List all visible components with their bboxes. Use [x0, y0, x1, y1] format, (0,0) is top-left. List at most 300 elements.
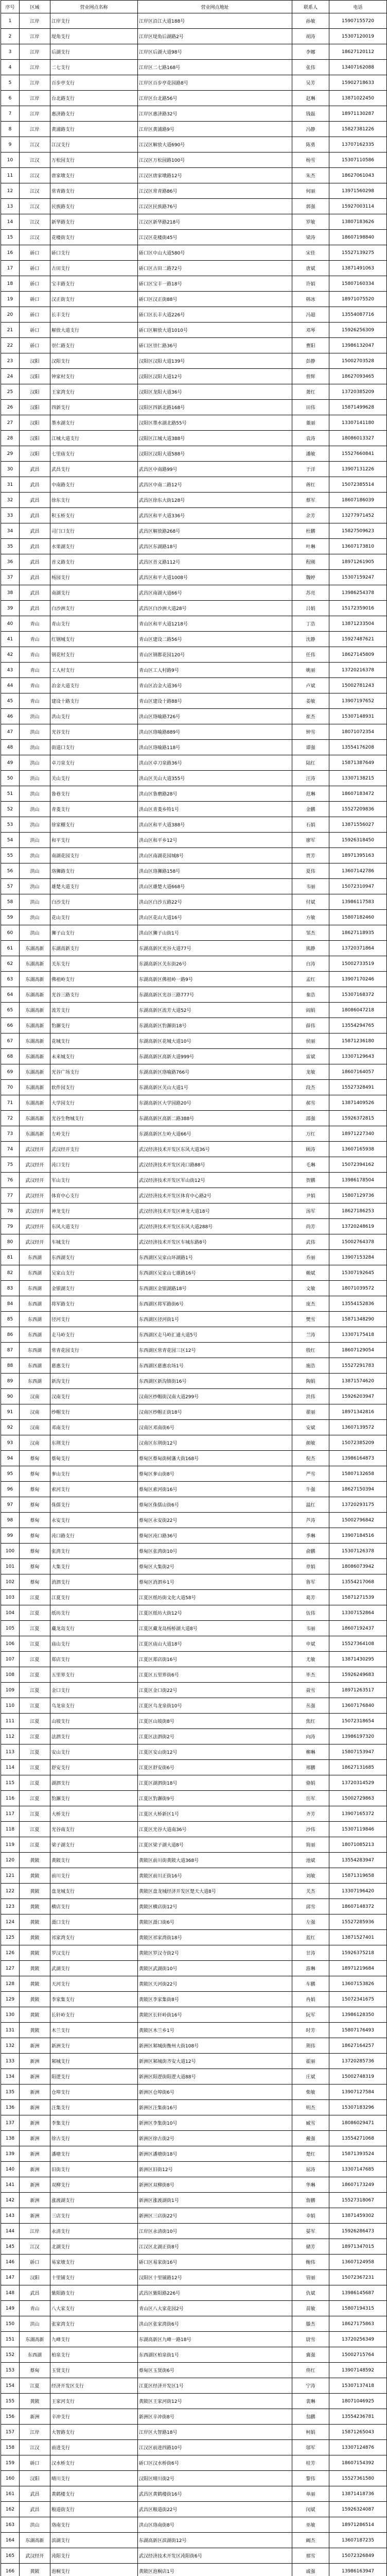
cell-branch-name: 奓山支行	[50, 1466, 138, 1482]
table-row	[1, 2517, 387, 2533]
cell-branch-address: 硚口区解放大道1010号	[138, 323, 292, 338]
cell-branch-address: 硚口区汉正街88号	[138, 292, 292, 307]
cell-contact: 秦浩	[292, 987, 329, 1003]
cell-branch-name: 卓刀泉支行	[50, 755, 138, 771]
table-row	[1, 1250, 387, 1265]
cell-branch-name: 首义路支行	[50, 554, 138, 570]
cell-index: 160	[1, 2471, 20, 2486]
table-row	[1, 13, 387, 29]
cell-region: 黄陂	[20, 2007, 50, 2023]
cell-contact: 幸娟	[292, 2208, 329, 2224]
cell-contact: 蔡军	[292, 493, 329, 508]
cell-contact: 柴敏	[292, 2084, 329, 2100]
cell-region: 蔡甸	[20, 1544, 50, 1559]
cell-branch-address: 洪山区花山大道16号	[138, 910, 292, 925]
cell-region: 武汉经开	[20, 1157, 50, 1173]
cell-branch-name: 十里铺支行	[50, 2270, 138, 2285]
cell-branch-address: 江夏区安山街12号	[138, 1744, 292, 1760]
cell-phone: 15926375218	[329, 1945, 387, 1961]
cell-region: 洪山	[20, 709, 50, 724]
cell-phone: 13986145687	[329, 2285, 387, 2301]
cell-branch-name: 五里界支行	[50, 1667, 138, 1683]
cell-region: 江汉	[20, 183, 50, 199]
cell-branch-name: 八大家支行	[50, 2301, 138, 2316]
cell-phone: 13986254378	[329, 585, 387, 601]
cell-index: 4	[1, 60, 20, 75]
table-row	[1, 972, 387, 987]
cell-region: 江夏	[20, 1621, 50, 1636]
table-row	[1, 539, 387, 554]
table-row	[1, 678, 387, 693]
cell-phone: 15827381226	[329, 122, 387, 137]
cell-region: 江汉	[20, 168, 50, 183]
cell-index: 114	[1, 1760, 20, 1775]
cell-region: 汉南	[20, 1420, 50, 1435]
cell-index: 7	[1, 106, 20, 122]
table-row	[1, 925, 387, 941]
table-row	[1, 2440, 387, 2455]
table-row	[1, 1018, 387, 1033]
cell-branch-name: 水果湖支行	[50, 539, 138, 554]
cell-region: 江夏	[20, 1760, 50, 1775]
cell-phone: 18086013327	[329, 431, 387, 446]
cell-index: 99	[1, 1528, 20, 1544]
cell-branch-address: 洪山区关山大道355号	[138, 771, 292, 786]
cell-index: 156	[1, 2409, 20, 2425]
table-row	[1, 709, 387, 724]
cell-branch-name: 洪山支行	[50, 709, 138, 724]
header-region: 区域	[20, 1, 50, 13]
cell-index: 59	[1, 910, 20, 925]
cell-contact: 颜敏	[292, 1435, 329, 1451]
cell-phone: 15807153947	[329, 1744, 387, 1760]
cell-contact: 晏军	[292, 2224, 329, 2239]
cell-branch-address: 黄陂区木兰乡1号	[138, 2023, 292, 2038]
cell-region: 东湖高新	[20, 1095, 50, 1111]
header-index: 序号	[1, 1, 20, 13]
cell-index: 5	[1, 75, 20, 91]
cell-branch-address: 江夏区乌龙泉街10号	[138, 1698, 292, 1714]
table-row	[1, 2177, 387, 2193]
cell-contact: 简丽	[292, 1837, 329, 1853]
cell-branch-address: 东湖高新区流芳大道52号	[138, 1003, 292, 1018]
cell-contact: 孙敏	[292, 13, 329, 29]
table-row	[1, 1914, 387, 1930]
cell-region: 汉阳	[20, 400, 50, 415]
cell-region: 江岸	[20, 60, 50, 75]
cell-contact: 刘敏	[292, 1868, 329, 1884]
cell-phone: 13907197652	[329, 693, 387, 709]
cell-branch-address: 江汉区常青路86号	[138, 183, 292, 199]
table-row	[1, 2255, 387, 2270]
table-row	[1, 2378, 387, 2394]
cell-phone: 15307192645	[329, 1265, 387, 1281]
cell-region: 青山	[20, 616, 50, 632]
cell-phone: 13907165372	[329, 1806, 387, 1822]
cell-index: 18	[1, 276, 20, 292]
cell-contact: 杨雪	[292, 152, 329, 168]
cell-contact: 卢斌	[292, 678, 329, 693]
cell-region: 东湖高新	[20, 1049, 50, 1064]
cell-index: 159	[1, 2455, 20, 2471]
cell-contact: 丁浩	[292, 616, 329, 632]
cell-branch-address: 洪山区狮子山街1号	[138, 925, 292, 941]
cell-index: 92	[1, 1420, 20, 1435]
cell-region: 东湖高新	[20, 1064, 50, 1080]
table-row	[1, 292, 387, 307]
table-row	[1, 462, 387, 477]
table-row	[1, 2363, 387, 2378]
cell-contact: 韩冰	[292, 292, 329, 307]
cell-phone: 18971261905	[329, 554, 387, 570]
cell-contact: 邢鹏	[292, 1760, 329, 1775]
cell-index: 31	[1, 477, 20, 493]
cell-region: 江夏	[20, 1729, 50, 1744]
cell-index: 13	[1, 199, 20, 214]
cell-branch-address: 武昌区中南二路12号	[138, 477, 292, 493]
cell-branch-address: 蔡甸区玉贤街6号	[138, 2363, 292, 2378]
cell-index: 148	[1, 2285, 20, 2301]
cell-contact: 任伟	[292, 647, 329, 663]
cell-contact: 尉雪	[292, 2332, 329, 2347]
cell-index: 50	[1, 771, 20, 786]
cell-region: 青山	[20, 2301, 50, 2316]
cell-branch-name: 鲁巷支行	[50, 786, 138, 802]
cell-region: 江夏	[20, 1775, 50, 1791]
cell-branch-name: 横店支行	[50, 1899, 138, 1914]
cell-contact: 沙伟	[292, 1822, 329, 1837]
table-row	[1, 2208, 387, 2224]
cell-region: 江夏	[20, 2378, 50, 2394]
cell-index: 90	[1, 1389, 20, 1404]
table-row	[1, 724, 387, 740]
cell-branch-name: 山坡支行	[50, 1714, 138, 1729]
cell-index: 6	[1, 91, 20, 106]
cell-region: 新洲	[20, 2084, 50, 2100]
cell-branch-name: 前进支行	[50, 2440, 138, 2455]
cell-branch-address: 东湖高新区左岭大道66号	[138, 1126, 292, 1142]
cell-contact: 石娟	[292, 817, 329, 833]
cell-region: 汉阳	[20, 2270, 50, 2285]
cell-contact: 邹杰	[292, 925, 329, 941]
cell-branch-address: 东湖高新区佛祖岭一路9号	[138, 972, 292, 987]
cell-branch-name: 邓南支行	[50, 1420, 138, 1435]
cell-index: 105	[1, 1621, 20, 1636]
cell-contact: 韦丽	[292, 879, 329, 894]
table-row	[1, 1683, 387, 1698]
cell-region: 江夏	[20, 1652, 50, 1667]
cell-phone: 15807194315	[329, 2301, 387, 2316]
cell-contact: 申斌	[292, 1636, 329, 1652]
cell-phone: 18627118935	[329, 925, 387, 941]
cell-branch-address: 蔡甸区大集街2号	[138, 1559, 292, 1574]
cell-region: 江岸	[20, 106, 50, 122]
cell-index: 108	[1, 1667, 20, 1683]
cell-index: 29	[1, 446, 20, 462]
cell-index: 77	[1, 1188, 20, 1204]
cell-index: 70	[1, 1080, 20, 1095]
table-row	[1, 1358, 387, 1374]
cell-index: 110	[1, 1698, 20, 1714]
cell-region: 东西湖	[20, 1265, 50, 1281]
cell-index: 137	[1, 2115, 20, 2131]
branch-list-sheet	[1, 0, 386, 2576]
cell-branch-name: 工人村支行	[50, 663, 138, 678]
cell-index: 36	[1, 554, 20, 570]
cell-index: 16	[1, 245, 20, 261]
cell-phone: 13607187235	[329, 2533, 387, 2548]
cell-index: 166	[1, 2564, 20, 2576]
cell-index: 2	[1, 29, 20, 44]
cell-branch-name: 七里庙支行	[50, 446, 138, 462]
cell-branch-name: 王家湾支行	[50, 384, 138, 400]
cell-branch-address: 新洲区三店街22号	[138, 2208, 292, 2224]
table-row	[1, 1142, 387, 1157]
cell-index: 122	[1, 1884, 20, 1899]
cell-index: 60	[1, 925, 20, 941]
cell-contact: 武伟	[292, 1234, 329, 1250]
cell-branch-name: 徐古支行	[50, 2131, 138, 2146]
cell-phone: 15002781243	[329, 678, 387, 693]
table-row	[1, 1327, 387, 1343]
cell-index: 8	[1, 122, 20, 137]
cell-contact: 齐芳	[292, 1806, 329, 1822]
cell-phone: 13554176208	[329, 740, 387, 755]
cell-branch-address: 武昌区和平大道1008号	[138, 570, 292, 585]
cell-contact: 付斌	[292, 894, 329, 910]
cell-region: 洪山	[20, 879, 50, 894]
cell-branch-address: 东西湖区径河街1号	[138, 1312, 292, 1327]
cell-index: 67	[1, 1033, 20, 1049]
cell-region: 洪山	[20, 740, 50, 755]
cell-branch-address: 江夏区纸坊大街12号	[138, 1605, 292, 1621]
cell-phone: 15927487621	[329, 632, 387, 647]
cell-index: 61	[1, 941, 20, 956]
table-row	[1, 2486, 387, 2502]
cell-region: 东湖高新	[20, 1080, 50, 1095]
cell-index: 76	[1, 1173, 20, 1188]
table-row	[1, 2115, 387, 2131]
table-row	[1, 2285, 387, 2301]
cell-contact: 宋佳	[292, 245, 329, 261]
cell-region: 蔡甸	[20, 1513, 50, 1528]
cell-branch-address: 武昌区南湖大道66号	[138, 585, 292, 601]
cell-phone: 18627093465	[329, 369, 387, 384]
table-row	[1, 1513, 387, 1528]
table-row	[1, 1837, 387, 1853]
cell-branch-name: 梁子湖支行	[50, 1837, 138, 1853]
table-row	[1, 2533, 387, 2548]
cell-phone: 13607165938	[329, 1142, 387, 1157]
cell-branch-name: 东湖高新支行	[50, 941, 138, 956]
table-row	[1, 802, 387, 817]
table-row	[1, 307, 387, 323]
cell-branch-address: 江汉区前进四路10号	[138, 2440, 292, 2455]
table-row	[1, 2146, 387, 2162]
cell-contact: 顾涛	[292, 1142, 329, 1157]
cell-contact: 鲁军	[292, 1574, 329, 1590]
cell-branch-address: 青山区钢都花园120号	[138, 647, 292, 663]
table-row	[1, 400, 387, 415]
cell-index: 145	[1, 2239, 20, 2255]
cell-index: 74	[1, 1142, 20, 1157]
cell-region: 汉阳	[20, 353, 50, 369]
cell-branch-address: 江岸区大智路18号	[138, 2425, 292, 2440]
cell-branch-name: 堤角支行	[50, 29, 138, 44]
cell-index: 91	[1, 1404, 20, 1420]
cell-branch-address: 武昌区东湖路18号	[138, 539, 292, 554]
cell-branch-name: 柏泉支行	[50, 2347, 138, 2363]
cell-phone: 15307168372	[329, 987, 387, 1003]
cell-contact: 仇斌	[292, 2285, 329, 2301]
cell-branch-name: 黄鹤楼支行	[50, 2486, 138, 2502]
cell-contact: 黎伟	[292, 2471, 329, 2486]
cell-region: 硚口	[20, 338, 50, 353]
cell-branch-name: 新洲支行	[50, 2038, 138, 2054]
cell-index: 133	[1, 2054, 20, 2069]
cell-branch-address: 江汉区民族路76号	[138, 199, 292, 214]
cell-branch-address: 汉阳区十里铺路12号	[138, 2270, 292, 2285]
cell-branch-address: 黄陂区滠口街6号	[138, 1914, 292, 1930]
cell-region: 洪山	[20, 925, 50, 941]
cell-phone: 13986117583	[329, 894, 387, 910]
cell-contact: 蒋红	[292, 477, 329, 493]
cell-branch-address: 东湖高新区关山大道1号	[138, 1080, 292, 1095]
cell-branch-name: 徐东支行	[50, 493, 138, 508]
cell-contact: 柳琳	[292, 1744, 329, 1760]
cell-branch-address: 武昌区和平大道336号	[138, 508, 292, 523]
cell-index: 162	[1, 2502, 20, 2517]
cell-index: 56	[1, 863, 20, 879]
cell-index: 106	[1, 1636, 20, 1652]
cell-index: 143	[1, 2208, 20, 2224]
cell-branch-name: 走马岭支行	[50, 1327, 138, 1343]
cell-contact: 戴强	[292, 2131, 329, 2146]
cell-region: 新洲	[20, 2409, 50, 2425]
cell-branch-name: 侏儒支行	[50, 1497, 138, 1513]
table-row	[1, 230, 387, 245]
cell-index: 138	[1, 2131, 20, 2146]
cell-phone: 15926249683	[329, 1667, 387, 1683]
cell-region: 江夏	[20, 1605, 50, 1621]
cell-contact: 曹阳	[292, 338, 329, 353]
cell-phone: 13720248619	[329, 1219, 387, 1234]
cell-branch-address: 东湖高新区九峰一路18号	[138, 2332, 292, 2347]
cell-region: 武昌	[20, 539, 50, 554]
table-row	[1, 493, 387, 508]
cell-contact: 冯静	[292, 122, 329, 137]
cell-region: 武昌	[20, 462, 50, 477]
cell-branch-name: 粮道街支行	[50, 2502, 138, 2517]
cell-branch-address: 洪山区雄楚大道668号	[138, 879, 292, 894]
cell-branch-address: 洪山区鲁磨路28号	[138, 786, 292, 802]
cell-contact: 邓琴	[292, 323, 329, 338]
cell-branch-address: 新洲区旧街12号	[138, 2162, 292, 2177]
cell-phone: 13871491063	[329, 261, 387, 276]
cell-phone: 13607173810	[329, 539, 387, 554]
cell-contact: 韦丽	[292, 1621, 329, 1636]
cell-phone: 15307159247	[329, 570, 387, 585]
table-row	[1, 1945, 387, 1961]
cell-branch-name: 珞狮路支行	[50, 863, 138, 879]
cell-region: 蔡甸	[20, 1574, 50, 1590]
cell-phone: 13907170246	[329, 972, 387, 987]
cell-phone: 15072318654	[329, 1714, 387, 1729]
table-row	[1, 1775, 387, 1791]
table-row	[1, 1188, 387, 1204]
cell-region: 江夏	[20, 1744, 50, 1760]
cell-branch-address: 武昌区粮道街22号	[138, 2502, 292, 2517]
cell-phone: 13720371864	[329, 941, 387, 956]
cell-index: 163	[1, 2517, 20, 2533]
cell-index: 71	[1, 1095, 20, 1111]
cell-branch-address: 青山区建设二路56号	[138, 632, 292, 647]
cell-branch-name: 九峰支行	[50, 2332, 138, 2347]
cell-branch-address: 东西湖区常青花园三区12号	[138, 1343, 292, 1358]
cell-contact: 崔杰	[292, 709, 329, 724]
cell-phone: 13871022450	[329, 91, 387, 106]
cell-branch-name: 东西湖支行	[50, 1250, 138, 1265]
cell-index: 1	[1, 13, 20, 29]
cell-branch-name: 军山支行	[50, 1173, 138, 1188]
cell-branch-address: 蔡甸区永安街22号	[138, 1513, 292, 1528]
cell-contact: 柯娟	[292, 2425, 329, 2440]
cell-branch-address: 江夏区经济开发区1号	[138, 2378, 292, 2394]
table-row	[1, 2007, 387, 2023]
cell-contact: 车鹏	[292, 1976, 329, 1992]
cell-contact: 田伟	[292, 400, 329, 415]
cell-region: 东西湖	[20, 1327, 50, 1343]
cell-index: 100	[1, 1544, 20, 1559]
table-row	[1, 106, 387, 122]
cell-contact: 钱磊	[292, 106, 329, 122]
cell-index: 38	[1, 585, 20, 601]
cell-region: 汉阳	[20, 2471, 50, 2486]
cell-region: 蔡甸	[20, 1482, 50, 1497]
cell-branch-name: 索河支行	[50, 1482, 138, 1497]
cell-index: 124	[1, 1914, 20, 1930]
cell-contact: 丛强	[292, 1698, 329, 1714]
cell-contact: 白涛	[292, 956, 329, 972]
cell-index: 82	[1, 1265, 20, 1281]
cell-index: 89	[1, 1374, 20, 1389]
table-row	[1, 2409, 387, 2425]
cell-phone: 13554152836	[329, 1296, 387, 1312]
table-row	[1, 523, 387, 539]
cell-branch-address: 江岸区二七路168号	[138, 60, 292, 75]
cell-phone: 15527285936	[329, 1914, 387, 1930]
cell-branch-name: 消泗支行	[50, 1574, 138, 1590]
table-row	[1, 786, 387, 802]
cell-phone: 15871387649	[329, 755, 387, 771]
cell-region: 黄陂	[20, 1930, 50, 1945]
cell-branch-name: 汉正街支行	[50, 292, 138, 307]
cell-region: 江岸	[20, 13, 50, 29]
cell-contact: 裴琳	[292, 2394, 329, 2409]
cell-index: 66	[1, 1018, 20, 1033]
cell-branch-address: 青山区八大家花园2号	[138, 2301, 292, 2316]
table-header-row	[1, 1, 387, 13]
cell-contact: 张伟	[292, 60, 329, 75]
table-row	[1, 1884, 387, 1899]
cell-region: 黄陂	[20, 2394, 50, 2409]
cell-phone: 13907131226	[329, 462, 387, 477]
cell-region: 黄陂	[20, 1884, 50, 1899]
cell-index: 35	[1, 539, 20, 554]
cell-branch-name: 木兰支行	[50, 2023, 138, 2038]
cell-branch-address: 江汉区解放大道690号	[138, 137, 292, 152]
cell-contact: 戚强	[292, 2564, 329, 2576]
